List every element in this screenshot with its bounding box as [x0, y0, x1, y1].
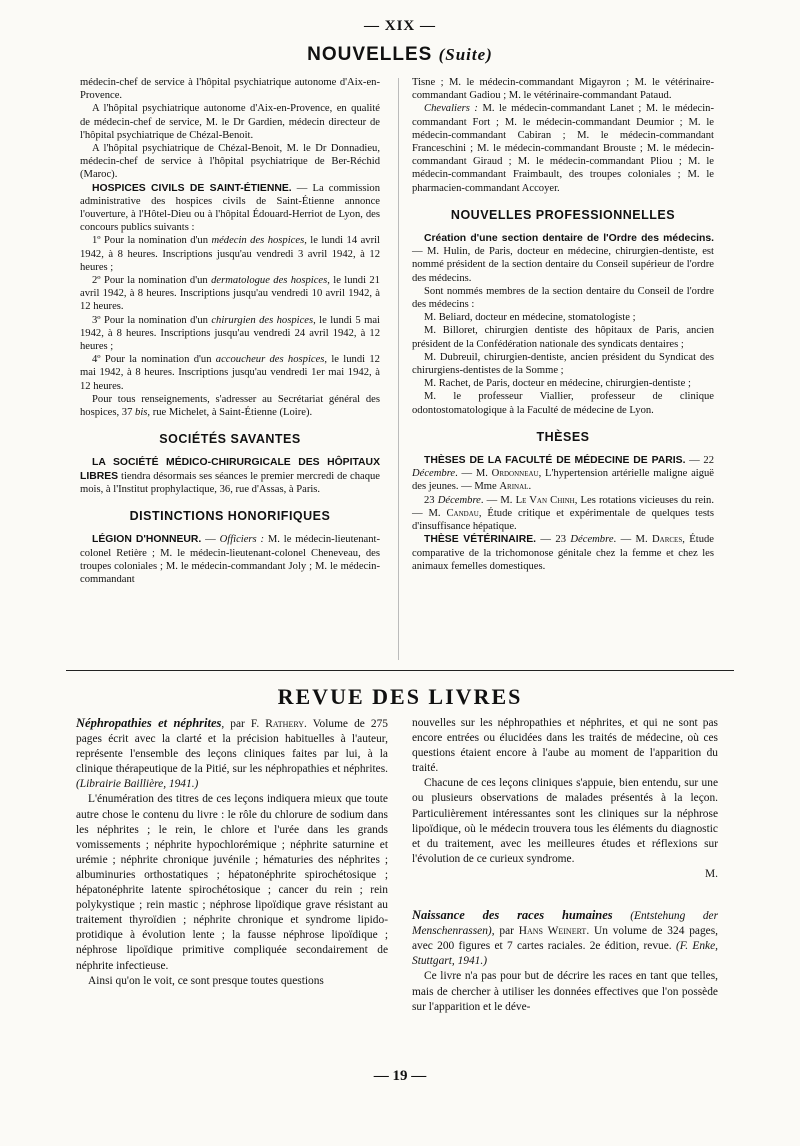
roman-page-marker: — XIX — — [363, 18, 436, 34]
concours-item: 2º Pour la nomination d'un dermatologue des hospices, le lundi 21 avril 1942, à 8 heures. Inscriptions jusqu'au vendredi 10 avril 1942, à 12 heures. — [80, 275, 380, 313]
book-title: Néphropathies et néphrites — [76, 716, 222, 730]
paragraph: A l'hôpital psychiatrique autonome d'Aix-en-Provence, en qualité de médecin-chef de service, M. le Dr Gardien, médecin directeur de l'hôpital psychiatrique de Chézal-Benoit. — [80, 103, 380, 141]
these-entry: 23 Décembre. — M. Le Van Chinh, Les rotations vicieuses du rein. — M. Candau, Étude critique et expérimentale de quelques tests d'insuffisance hépatique. — [412, 494, 715, 533]
societes-savantes-heading: SOCIÉTÉS SAVANTES — [159, 432, 301, 447]
member-item: M. le professeur Viallier, professeur de clinique odontostomatologique à la Faculté de médecine de Lyon. — [412, 391, 714, 416]
book-title: Naissance des races humaines — [412, 908, 613, 923]
legion-paragraph: LÉGION D'HONNEUR. — Officiers : M. le médecin-lieutenant-colonel Retière ; M. le médecin-lieutenant-colonel Cheneveau, des troupes coloniales ; M. le médecin-commandant Joly ; M. le médecin-commandant — [80, 534, 380, 585]
legion-heading: LÉGION D'HONNEUR. — [92, 534, 202, 546]
distinctions-heading: DISTINCTIONS HONORIFIQUES — [129, 509, 331, 524]
paragraph: Chacune de ces leçons cliniques s'appuie, bien entendu, sur une ou plusieurs observations de malades présentés à la leçon. Particulièrement intéressantes sont les cliniques sur la néphrose lipoïdique, où le médecin trouvera tous les éléments du diagnostic et du traitement, avec les meilleures études et réflexions sur l'évolution de ce curieux syndrome. — [412, 777, 718, 865]
creation-heading: Création d'une section dentaire de l'Ordre des médecins. — [424, 233, 714, 245]
hospices-paragraph: HOSPICES CIVILS DE SAINT-ÉTIENNE. — La commission administrative des hospices civils de Saint-Étienne annonce l'ouverture, à l'Hôtel-Dieu ou à l'hôpital Édouard-Herriot de Lyon, des concours publics suivants : — [80, 182, 380, 234]
paragraph: A l'hôpital psychiatrique de Chézal-Benoit, M. le Dr Donnadieu, médecin-chef de service à l'hôpital psychiatrique de Ber-Réchid (Maroc). — [80, 143, 380, 181]
revue-left-column — [76, 716, 388, 989]
nouvelles-professionnelles-heading: NOUVELLES PROFESSIONNELLES — [450, 207, 676, 222]
nouvelles-left-column — [80, 76, 380, 586]
these-veterinaire-heading: THÈSE VÉTÉRINAIRE. — [424, 534, 537, 546]
societe-paragraph: LA SOCIÉTÉ MÉDICO-CHIRURGICALE DES HÔPITAUX LIBRES tiendra désormais ses séances le premier mercredi de chaque mois, à l'Institut prophylactique, 36, rue d'Assas, à Paris. — [80, 457, 380, 495]
revue-des-livres-title: REVUE DES LIVRES — [277, 684, 523, 709]
book-review-header: Naissance des races humaines (Entstehung der Menschenrassen), par Hans Weinert. Un volume de 324 pages, avec 200 figures et 7 cartes raciales. 2e édition, revue. (F. Enke, Stuttgart, 1941.) — [412, 908, 719, 968]
creation-paragraph: Création d'une section dentaire de l'Ordre des médecins. — M. Hulin, de Paris, docteur en médecine, chirurgien-dentiste, est nommé président de la section dentaire du Conseil supérieur de l'ordre des médecins. — [412, 233, 714, 284]
page-number: — 19 — — [373, 1068, 427, 1084]
column-divider — [398, 78, 399, 660]
concours-item: 3º Pour la nomination d'un chirurgien des hospices, le lundi 5 mai 1942, à 8 heures. Inscriptions jusqu'au vendredi 24 avril 1942, à 12 heures ; — [80, 314, 380, 353]
paragraph: Tisne ; M. le médecin-commandant Migayron ; M. le vétérinaire-commandant Gadiou ; M. le vétérinaire-commandant Pataud. — [412, 77, 714, 102]
renseignements-paragraph: Pour tous renseignements, s'adresser au Secrétariat général des hospices, 37 bis, rue Michelet, à Saint-Étienne (Loire). — [80, 393, 380, 419]
member-item: M. Dubreuil, chirurgien-dentiste, ancien président du Syndicat des chirurgiens-dentistes de la Somme ; — [412, 351, 714, 377]
societe-name: LA SOCIÉTÉ MÉDICO-CHIRURGICALE DES HÔPITAUX LIBRES — [80, 457, 380, 482]
section-rule — [66, 670, 734, 671]
concours-item: 1º Pour la nomination d'un médecin des hospices, le lundi 14 avril 1942, à 8 heures. Inscriptions jusqu'au vendredi 3 avril 1942, à 12 heures ; — [80, 235, 380, 273]
section-title-suite: (Suite) — [438, 45, 493, 64]
paragraph: médecin-chef de service à l'hôpital psychiatrique autonome d'Aix-en-Provence. — [80, 77, 380, 102]
hospices-heading: HOSPICES CIVILS DE SAINT-ÉTIENNE. — [92, 182, 292, 194]
concours-item: 4º Pour la nomination d'un accoucheur des hospices, le lundi 12 mai 1942, à 8 heures. Inscriptions jusqu'au vendredi 1er mai 1942, à 12 heures. — [80, 354, 380, 392]
paragraph: nouvelles sur les néphropathies et néphrites, et qui ne sont pas encore entrées ou élucidées dans les traités de médecine, où ces questions étaient encore à l'aube au moment de l'apparition du traité. — [412, 717, 718, 775]
chevaliers-paragraph: Chevaliers : M. le médecin-commandant Lanet ; M. le médecin-commandant Fort ; M. le médecin-commandant Deumior ; M. le médecin-commandant Cabiran ; M. le médecin-commandant Franceschini ; M. le médecin-commandant Brouste ; M. le médecin-commandant Giraud ; M. le médecin-commandant Pliou ; M. le médecin-commandant Fraimbault, des troupes coloniales ; M. le pharmacien-commandant Accoyer. — [412, 103, 714, 194]
review-signature: M. — [705, 867, 718, 880]
theses-heading: THÈSES — [536, 429, 590, 444]
member-item: M. Beliard, docteur en médecine, stomatologiste ; — [424, 312, 636, 324]
section-title — [0, 44, 800, 66]
these-veterinaire-paragraph: THÈSE VÉTÉRINAIRE. — 23 Décembre. — M. Darces, Étude comparative de la trichomonose génitale chez la femme et chez les animaux femelles domestiques. — [412, 534, 714, 572]
member-item: M. Rachet, de Paris, docteur en médecine, chirurgien-dentiste ; — [424, 378, 691, 390]
paragraph: Ainsi qu'on le voit, ce sont presque toutes questions — [88, 974, 324, 987]
member-item: M. Billoret, chirurgien dentiste des hôpitaux de Paris, ancien président de la Confédération nationale des syndicats dentaires ; — [412, 325, 714, 350]
paragraph: Sont nommés membres de la section dentaire du Conseil de l'ordre des médecins : — [412, 285, 714, 311]
revue-right-column — [412, 716, 718, 1015]
theses-paris-heading: THÈSES DE LA FACULTÉ DE MÉDECINE DE PARIS. — [424, 455, 686, 467]
paragraph: Ce livre n'a pas pour but de décrire les races en tant que telles, mais de chercher à utiliser les données effectives que l'on possède sur l'apparition et le déve- — [412, 970, 718, 1013]
theses-paris-paragraph: THÈSES DE LA FACULTÉ DE MÉDECINE DE PARIS. — 22 Décembre. — M. Ordonneau, L'hypertension artérielle maligne aiguë des jeunes. — Mme Arinal. — [412, 455, 715, 493]
paragraph: L'énumération des titres de ces leçons indiquera mieux que toute autre chose le contenu du livre : le rôle du chlorure de sodium dans les néphrites ; le rein, le chlore et l'urée dans les grands vomissements ; néphrite hypochlorémique ; néphrite saturnine et urémie ; néphrite chronique juvénile ; hématuries des néphrites ; albuminuries orthostatiques ; hépatonéphrite spirochétosique ; hépatonéphrite latente spirochétosique ; cancer du rein ; rein polykystique ; rein mastic ; néphrose lipoïdique grave résistant au traitement thyroïdien ; néphrite chronique et syndrome lipido-protidique à évolution lente ; la fausse néphrose lipoïdique ; néphrose lipoïdique primitive compliquée secondairement de néphrite infectieuse. — [76, 793, 388, 972]
section-title-text: NOUVELLES — [307, 44, 433, 65]
nouvelles-right-column — [412, 76, 714, 573]
book-review-header: Néphropathies et néphrites, par F. Rathery. Volume de 275 pages écrit avec la clarté et la précision habituelles à l'auteur, représente l'ensemble des leçons cliniques faites par lui, à la clinique thérapeutique de la Pitié, sur les néphropathies et néphrites. (Librairie Baillière, 1941.) — [76, 716, 388, 791]
